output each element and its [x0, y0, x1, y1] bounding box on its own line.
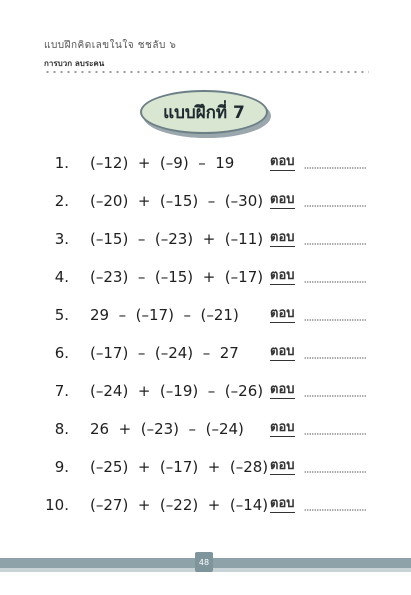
problem-row	[0, 494, 411, 518]
answer-label: ตอบ	[270, 306, 295, 321]
problem-row	[0, 418, 411, 442]
problem-row	[0, 304, 411, 328]
header-divider	[44, 70, 369, 74]
problem-row	[0, 152, 411, 176]
problem-number: 6.	[54, 344, 69, 362]
answer-line[interactable]	[304, 357, 366, 359]
problem-expression: (–15) – (–23) + (–11)	[90, 230, 264, 248]
problem-row	[0, 456, 411, 480]
page-number: 48	[195, 552, 213, 572]
answer-line[interactable]	[304, 243, 366, 245]
problem-expression: (–27) + (–22) + (–14)	[90, 496, 269, 514]
problem-number: 4.	[54, 268, 69, 286]
problem-number: 8.	[54, 420, 69, 438]
problem-expression: (–24) + (–19) – (–26)	[90, 382, 264, 400]
book-title: แบบฝึกคิดเลขในใจ ชชลับ ๖	[44, 40, 177, 51]
answer-line[interactable]	[304, 319, 366, 321]
answer-line[interactable]	[304, 471, 366, 473]
problem-number: 1.	[54, 154, 69, 172]
problem-row	[0, 190, 411, 214]
answer-label: ตอบ	[270, 458, 295, 473]
answer-label: ตอบ	[270, 230, 295, 245]
problem-number: 3.	[54, 230, 69, 248]
answer-label: ตอบ	[270, 268, 295, 283]
answer-label: ตอบ	[270, 344, 295, 359]
answer-label: ตอบ	[270, 154, 295, 169]
answer-line[interactable]	[304, 205, 366, 207]
answer-line[interactable]	[304, 167, 366, 169]
problem-row	[0, 228, 411, 252]
answer-label: ตอบ	[270, 382, 295, 397]
answer-label: ตอบ	[270, 192, 295, 207]
answer-label: ตอบ	[270, 420, 295, 435]
answer-line[interactable]	[304, 509, 366, 511]
problem-number: 10.	[45, 496, 69, 514]
problem-expression: (–23) – (–15) + (–17)	[90, 268, 264, 286]
problem-number: 2.	[54, 192, 69, 210]
exercise-badge: แบบฝึกที่ 7	[140, 90, 268, 134]
problem-expression: (–12) + (–9) – 19	[90, 154, 235, 172]
problem-row	[0, 342, 411, 366]
problem-row	[0, 266, 411, 290]
problem-row	[0, 380, 411, 404]
problem-expression: (–25) + (–17) + (–28)	[90, 458, 269, 476]
problem-expression: 29 – (–17) – (–21)	[90, 306, 239, 324]
answer-line[interactable]	[304, 433, 366, 435]
section-subtitle: การบวก ลบระคน	[44, 59, 105, 68]
problem-expression: (–17) – (–24) – 27	[90, 344, 239, 362]
answer-label: ตอบ	[270, 496, 295, 511]
problem-expression: (–20) + (–15) – (–30)	[90, 192, 264, 210]
problem-number: 5.	[54, 306, 69, 324]
answer-line[interactable]	[304, 281, 366, 283]
problem-number: 9.	[54, 458, 69, 476]
answer-line[interactable]	[304, 395, 366, 397]
problem-number: 7.	[54, 382, 69, 400]
problem-expression: 26 + (–23) – (–24)	[90, 420, 244, 438]
